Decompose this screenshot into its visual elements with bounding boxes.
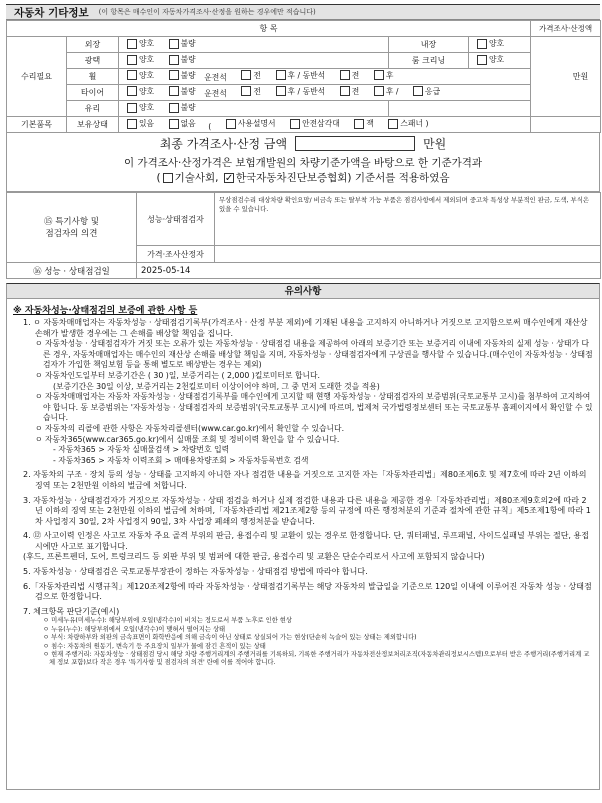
exterior-good-checkbox[interactable] — [127, 39, 137, 49]
repair-needed-label: 수리필요 — [7, 37, 67, 117]
exterior-bad-checkbox[interactable] — [169, 39, 179, 49]
notice-item-1d: ㅇ 자동차매매업자는 자동차 자동차성능 · 상태점검기록부를 매수인에게 고지할 때 현행 자동차성능 · 상태점검자의 보증범위(국토교통부 고시)를 첨부하여 고지하여야 합니다. 동 보증범위는 '자동차성능 · 상태점검자의 보증범위'(국토교통부 고시)에 따르며, 법제처 국가법령정보센터 또는 국토교통부 홈페이지에서 확인할 수 있습니다. — [35, 392, 593, 423]
notice-item-4: 4. ⑫ 사고이력 인정은 사고로 자동차 주요 골격 부위의 판금, 용접수리 및 교환이 있는 경우로 한정합니다. 단, 쿼터패널, 루프패널, 사이드실패널 부위는 절단, 용접 시에만 사고로 표기합니다. — [23, 531, 589, 551]
notice-item-1g2: - 자동차365 > 자동차 이력조회 > 매매용차량조회 > 자동차등록번호 검색 — [53, 455, 309, 465]
manual-checkbox[interactable] — [226, 119, 236, 129]
wheel-good-checkbox[interactable] — [127, 70, 137, 80]
other-info-header — [6, 4, 600, 20]
def-mileage: ㅇ 현재 주행거리: 자동차성능 · 상태점검 당시 해당 차량 주행거리계의 주행거리를 기록하되, 기록한 주행거리가 자동차전산정보처리조직(자동차관리정보시스템)으로부터 받은 주행거리(주행거리계 교체 정보 포함)보다 작은 경우 '특기사항 및 점검자의 의견' 란에 이를 적어야 합니다. — [43, 651, 590, 667]
gloss-good-checkbox[interactable] — [127, 55, 137, 65]
notice-item-6: 6.「자동차관리법 시행규칙」제120조제2항에 따라 자동차성능 · 상태점검기록부는 해당 자동차의 발급일을 기준으로 120일 이내에 이루어진 자동차 성능 · 상태점검으로 한정합니다. — [23, 581, 592, 602]
inspection-date-value: 2025-05-14 — [137, 263, 601, 279]
wheel-pass-front-checkbox[interactable] — [340, 70, 350, 80]
col-item-header: 항 목 — [7, 21, 531, 37]
tech-society-checkbox[interactable] — [163, 173, 173, 183]
def-flood: ㅇ 침수: 자동차의 원동기, 변속기 등 주요장치 일부가 물에 잠긴 흔적이 있는 상태 — [43, 642, 266, 650]
opinion-label-cell — [7, 193, 137, 263]
exterior-label: 외장 — [67, 37, 119, 53]
triangle-checkbox[interactable] — [290, 119, 300, 129]
notice-item-1c2: (보증기간은 30일 이상, 보증거리는 2천킬로미터 이상이어야 하며, 그 중 먼저 도래한 것을 적용) — [53, 381, 380, 391]
col-price-header: 가격조사·산정액 — [531, 21, 601, 37]
final-amount-row — [6, 133, 600, 153]
exterior-good-label: 양호 — [139, 39, 155, 49]
tire-pass-rear-checkbox[interactable] — [374, 86, 384, 96]
caution-header: 유의사항 — [6, 283, 600, 299]
assoc-label: 한국자동차진단보증협회) 기준서를 적용하였음 — [235, 172, 450, 184]
caution-notice — [6, 299, 600, 790]
notice-item-4b: (후드, 프론트펜더, 도어, 트렁크리드 등 외판 부위 및 범퍼에 대한 판금, 용접수리 및 교환은 단순수리로서 사고에 포함되지 않습니다) — [23, 552, 485, 562]
wheel-good-label: 양호 — [139, 70, 155, 80]
jack-label: 잭 — [366, 119, 374, 129]
tire-good-label: 양호 — [139, 86, 155, 96]
glass-bad-label: 불량 — [180, 103, 196, 113]
possession-open-paren: ( — [208, 121, 212, 131]
basis-line2 — [7, 171, 599, 186]
perf-inspector-note: 무상점검수리 대상차량 확인요망/ 비금속 또는 탈부착 가능 부품은 점검사항에서 제외되며 중고차 특성상 부분적인 판금, 도색, 부식은 있을 수 있습니다. — [215, 193, 601, 246]
glass-good-label: 양호 — [139, 103, 155, 113]
notice-item-1f: ㅇ 자동차365(www.car365.go.kr)에서 실매물 조회 및 정비이력 확인을 할 수 있습니다. — [35, 434, 340, 444]
jack-checkbox[interactable] — [354, 119, 364, 129]
exterior-bad-label: 불량 — [180, 39, 196, 49]
wheel-label: 휠 — [67, 69, 119, 85]
gloss-bad-checkbox[interactable] — [169, 55, 179, 65]
final-amount-label: 최종 가격조사·산정 금액 — [159, 136, 288, 151]
final-amount-unit: 만원 — [423, 136, 447, 151]
notice-item-5: 5. 자동차성능 · 상태점검은 국토교통부장관이 정하는 자동차성능 · 상태점검 방법에 따라야 합니다. — [23, 567, 368, 577]
notice-item-7: 7. 체크항목 판단기준(예시) — [23, 606, 120, 616]
basis-line1: 이 가격조사·산정가격은 보험개발원의 차량기준가액을 바탕으로 한 기준가격과 — [123, 157, 483, 169]
wheel-front-label: 전 — [253, 70, 261, 80]
gloss-good-label: 양호 — [139, 55, 155, 65]
price-inspector-label: 가격·조사산정자 — [137, 246, 215, 263]
gloss-label: 광택 — [67, 53, 119, 69]
tire-emergency-checkbox[interactable] — [413, 86, 423, 96]
manual-label: 사용설명서 — [237, 119, 276, 129]
basis-open-paren: ( — [156, 172, 161, 184]
opinion-label-line2: 점검자의 의견 — [45, 228, 98, 239]
spanner-checkbox[interactable] — [388, 119, 398, 129]
wheel-rear-passenger-label: 후 / 동반석 — [287, 70, 326, 80]
glass-good-checkbox[interactable] — [127, 103, 137, 113]
tire-rear-label: 후 / — [385, 86, 399, 96]
tire-front-label: 전 — [253, 86, 261, 96]
wheel-front2-label: 전 — [351, 70, 360, 80]
room-good-label: 양호 — [489, 55, 505, 65]
wheel-bad-label: 불량 — [180, 70, 196, 80]
inspection-date-label: ⑯ 성능 · 상태점검일 — [7, 263, 137, 279]
wheel-driver-rear-checkbox[interactable] — [276, 70, 286, 80]
section-title: 자동차 기타정보 — [14, 6, 89, 19]
def-corrosion: ㅇ 부식: 차량하부와 외판의 금속표면이 화학반응에 의해 금속이 아닌 상태로 상실되어 가는 현상(단순히 녹슬어 있는 상태는 제외합니다) — [43, 634, 417, 642]
possession-yes-checkbox[interactable] — [127, 119, 137, 129]
perf-inspector-label: 성능·상태점검자 — [137, 193, 215, 246]
opinion-table — [6, 192, 601, 279]
tire-driver-front-checkbox[interactable] — [241, 86, 251, 96]
tire-front2-label: 전 — [351, 86, 360, 96]
assoc-checkbox-checked[interactable] — [224, 173, 234, 183]
basic-items-label: 기본품목 — [7, 117, 67, 133]
price-basis — [6, 153, 600, 192]
tech-society-label: 기술사회, — [174, 172, 219, 184]
notice-item-1e: ㅇ 자동차의 리콜에 관한 사항은 자동차리콜센터(www.car.go.kr)에서 확인할 수 있습니다. — [35, 423, 345, 433]
wheel-bad-checkbox[interactable] — [169, 70, 179, 80]
tire-pass-front-checkbox[interactable] — [340, 86, 350, 96]
opinion-label-line1: ⑮ 특기사항 및 — [44, 216, 99, 227]
possession-label: 보유상태 — [67, 117, 119, 133]
notice-item-3: 3. 자동차성능 · 상태점검자가 거짓으로 자동차성능 · 상태 점검을 하거나 실제 점검한 내용과 다른 내용을 제공한 경우「자동차관리법」제80조제9호의2에 따라 2년 이하의 징역 또는 2천만원 이하의 벌금에 처하며,「자동차관리법 제21조제2항 등의 규정에 따른 행정처분의 기준과 절차에 관한 규칙」제5조제1항에 따라 1차 사업정지 30일, 2차 사업정지 90일, 3차 사업장 폐쇄의 행정처분을 받습니다. — [23, 495, 591, 526]
caution-heading: ※ 자동차성능·상태점검의 보증에 관한 사항 등 — [13, 306, 198, 316]
spanner-label: 스패너 ) — [400, 119, 429, 129]
tire-driver-rear-checkbox[interactable] — [276, 86, 286, 96]
notice-item-1g1: - 자동차365 > 자동차 실매물검색 > 차량번호 입력 — [53, 445, 230, 455]
tire-driver-label: 운전석 — [204, 89, 227, 99]
tire-emergency-label: 응급 — [425, 86, 441, 96]
possession-no-checkbox[interactable] — [169, 119, 179, 129]
room-good-checkbox[interactable] — [477, 55, 487, 65]
tire-bad-label: 불량 — [180, 86, 196, 96]
repair-price-unit: 만원 — [572, 72, 589, 81]
repair-price-cell — [531, 37, 601, 117]
tire-good-checkbox[interactable] — [127, 86, 137, 96]
repair-table — [6, 20, 601, 133]
notice-item-1a: 1. ㅇ 자동차매매업자는 자동차성능 · 상태점검기록부(가격조사 · 산정 부분 제외)에 기재된 내용을 고지하지 아니하거나 거짓으로 고지함으로써 매수인에게 재산상 손해가 발생한 경우에는 그 손해를 배상할 책임을 집니다. — [23, 318, 588, 338]
def-leak: ㅇ 누유(누수): 해당부위에서 오일(냉각수)이 맺혀서 떨어지는 상태 — [43, 625, 226, 633]
glass-label: 유리 — [67, 101, 119, 117]
possession-yes-label: 있음 — [139, 119, 155, 129]
section-note: (이 항목은 매수인이 자동차가격조사·산정을 원하는 경우에만 적습니다) — [98, 8, 316, 16]
interior-good-checkbox[interactable] — [477, 39, 487, 49]
gloss-bad-label: 불량 — [180, 55, 196, 65]
triangle-label: 안전삼각대 — [302, 119, 340, 129]
interior-label: 내장 — [389, 37, 469, 53]
glass-bad-checkbox[interactable] — [169, 103, 179, 113]
notice-item-1b: ㅇ 자동차성능 · 상태점검자가 거짓 또는 오류가 있는 자동차성능 · 상태점검 내용을 제공하여 아래의 보증기간 또는 보증거리 이내에 자동차의 실제 성능 · 상태가 다른 경우, 자동차매매업자는 매수인의 재산상 손해를 배상할 책임을 지며, 자동차성능 · 상태점검자에게 구상권을 행사할 수 있습니다.(매수인이 자동차성능 · 상태점검자가 가입한 책임보험 등을 통해 별도로 배상받는 경우는 제외) — [35, 339, 593, 370]
interior-good-label: 양호 — [489, 39, 505, 49]
tire-label: 타이어 — [67, 85, 119, 101]
final-amount-input[interactable] — [295, 136, 415, 151]
notice-item-1c: ㅇ 자동차인도일부터 보증기간은 ( 30 )일, 보증거리는 ( 2,000 )킬로미터로 합니다. — [35, 370, 321, 380]
wheel-driver-label: 운전석 — [204, 73, 227, 83]
wheel-rear-label: 후 — [385, 70, 394, 80]
wheel-driver-front-checkbox[interactable] — [241, 70, 251, 80]
notice-item-2: 2. 자동차의 구조 · 장치 등의 성능 · 상태를 고지하지 아니한 자나 점검한 내용을 거짓으로 고지한 자는「자동차관리법」제80조제6호 및 제7호에 따라 2년 이하의 징역 또는 2천만원 이하의 벌금에 처합니다. — [23, 470, 587, 490]
tire-bad-checkbox[interactable] — [169, 86, 179, 96]
possession-no-label: 없음 — [180, 119, 196, 129]
wheel-pass-rear-checkbox[interactable] — [374, 70, 384, 80]
inspection-page — [6, 4, 600, 801]
tire-rear-passenger-label: 후 / 동반석 — [287, 86, 326, 96]
def-minor-leak: ㅇ 미세누유(미세누수): 해당부위에 오일(냉각수)이 비치는 정도로서 부품 노후로 인한 현상 — [43, 617, 292, 625]
room-cleaning-label: 룸 크리닝 — [389, 53, 469, 69]
